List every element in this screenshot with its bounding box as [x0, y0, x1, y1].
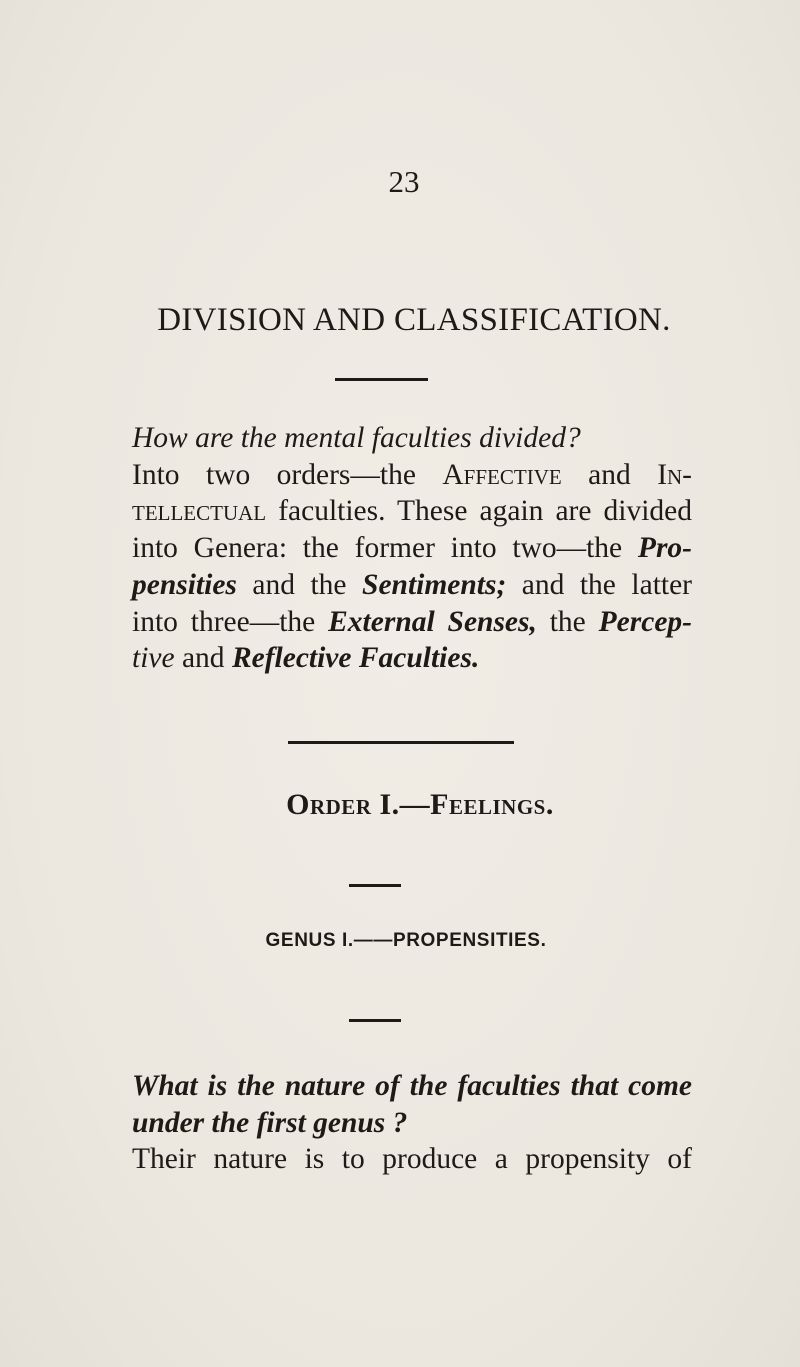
- divider-rule: [349, 1019, 401, 1022]
- answer-line: Into two orders—the Affective and In-: [132, 458, 693, 491]
- answer-line: into three—the External Senses, the Percep-: [132, 605, 692, 638]
- answer-line: pensities and the Sentiments; and the latter: [132, 568, 692, 601]
- answer-line: Their nature is to produce a propensity of: [132, 1143, 692, 1176]
- answer-line: tellectual faculties. These again are divided: [132, 495, 692, 528]
- divider-rule: [288, 741, 514, 744]
- section-heading: DIVISION AND CLASSIFICATION.: [157, 302, 671, 338]
- genus-heading: GENUS I.——PROPENSITIES.: [265, 930, 547, 951]
- answer-line: tive and Reflective Faculties.: [132, 642, 480, 675]
- divider-rule: [335, 378, 428, 381]
- question-text: How are the mental faculties divided?: [132, 422, 581, 454]
- question-text: What is the nature of the faculties that come: [132, 1070, 692, 1102]
- answer-line: into Genera: the former into two—the Pro-: [132, 532, 692, 565]
- question-text: under the first genus ?: [132, 1106, 408, 1139]
- paragraph-nature: [132, 1068, 692, 1178]
- divider-rule: [349, 884, 401, 887]
- order-heading: Order I.—Feelings.: [286, 788, 554, 821]
- paragraph-division: [132, 420, 692, 677]
- page-number: 23: [388, 164, 420, 199]
